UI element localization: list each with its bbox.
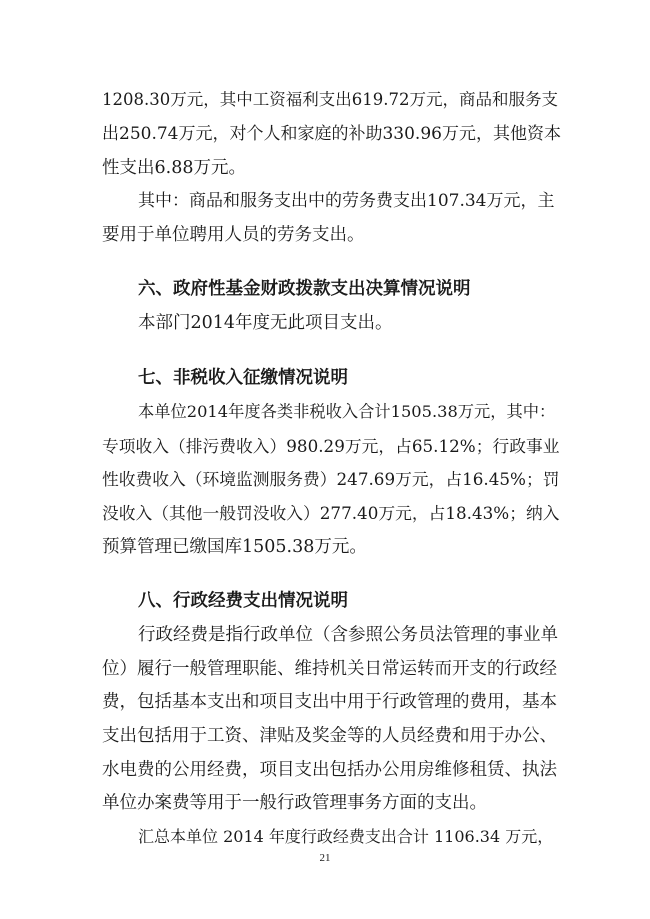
section-6-heading: 六、政府性基金财政拨款支出决算情况说明 (138, 279, 471, 299)
section-7-line-3: 性收费收入（环境监测服务费）247.69万元，占16.45%；罚 (102, 469, 560, 489)
section-7-line-1: 本单位2014年度各类非税收入合计1505.38万元，其中： (138, 402, 556, 421)
paragraph-1-line-3: 性支出6.88万元。 (102, 158, 246, 178)
section-8-line-2: 位）履行一般管理职能、维持机关日常运转而开支的行政经 (102, 659, 557, 679)
section-8-line-7: 汇总本单位 2014 年度行政经费支出合计 1106.34 万元， (138, 827, 554, 846)
section-8-line-1: 行政经费是指行政单位（含参照公务员法管理的事业单 (138, 625, 558, 645)
section-8-line-3: 费，包括基本支出和项目支出中用于行政管理的费用，基本 (102, 692, 557, 712)
section-7-line-2: 专项收入（排污费收入）980.29万元，占65.12%；行政事业 (102, 436, 560, 456)
page-number: 21 (319, 852, 331, 864)
paragraph-1-line-2: 出250.74万元，对个人和家庭的补助330.96万元，其他资本 (102, 124, 561, 144)
paragraph-2-line-2: 要用于单位聘用人员的劳务支出。 (102, 225, 365, 245)
paragraph-1-line-1: 1208.30万元，其中工资福利支出619.72万元，商品和服务支 (102, 90, 558, 109)
section-7-line-5: 预算管理已缴国库1505.38万元。 (102, 537, 367, 557)
section-6-line-1: 本部门2014年度无此项目支出。 (138, 313, 393, 333)
section-8-heading: 八、行政经费支出情况说明 (138, 591, 348, 611)
section-7-heading: 七、非税收入征缴情况说明 (138, 368, 348, 388)
section-7-line-4: 没收入（其他一般罚没收入）277.40万元，占18.43%；纳入 (102, 503, 560, 523)
section-8-line-4: 支出包括用于工资、津贴及奖金等的人员经费和用于办公、 (102, 726, 557, 746)
paragraph-2-line-1: 其中：商品和服务支出中的劳务费支出107.34万元，主 (138, 191, 555, 211)
section-8-line-6: 单位办案费等用于一般行政管理事务方面的支出。 (102, 793, 487, 813)
section-8-line-5: 水电费的公用经费，项目支出包括办公用房维修租赁、执法 (102, 760, 557, 780)
